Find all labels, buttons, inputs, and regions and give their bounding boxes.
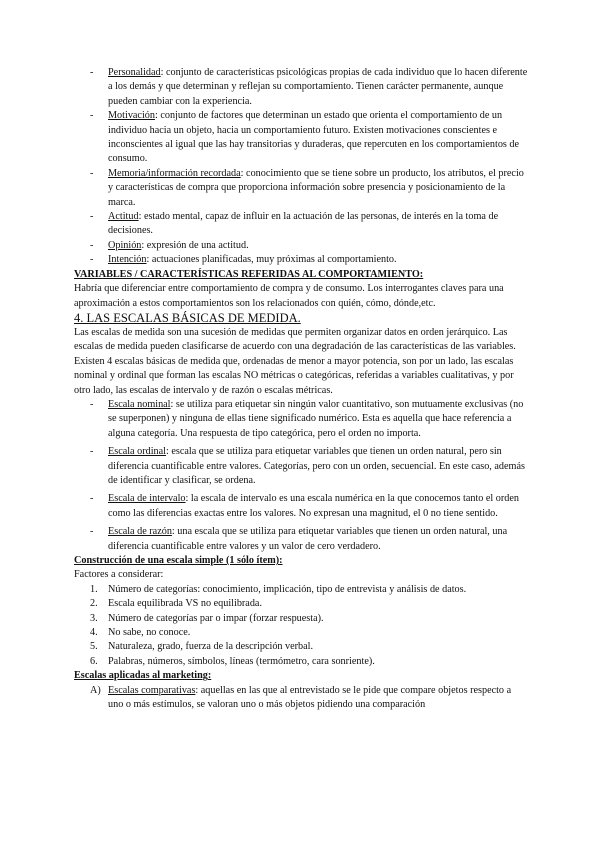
item-text: Naturaleza, grado, fuerza de la descripción verbal. bbox=[108, 641, 314, 653]
list-item bbox=[74, 167, 528, 210]
list-item bbox=[74, 583, 528, 597]
list-item bbox=[74, 684, 528, 713]
document-page bbox=[74, 66, 528, 712]
marketing-scales-list bbox=[74, 684, 528, 713]
term: Intención bbox=[108, 254, 147, 266]
list-item bbox=[74, 492, 528, 521]
term: Escala ordinal bbox=[108, 446, 166, 458]
term: Escala de razón bbox=[108, 526, 172, 538]
list-item bbox=[74, 109, 528, 167]
item-letter: A) bbox=[90, 684, 101, 696]
definition: : conjunto de factores que determinan un estado que orienta el comportamiento de un individuo hacia un objeto, hacia un comportamiento futuro. Existen motivaciones conscientes e inconscientes al igual que las hay transitorias y duraderas, que repercuten en los comportamientos de consumo. bbox=[108, 110, 520, 165]
term: Personalidad bbox=[108, 67, 161, 78]
behavior-factors-list bbox=[74, 66, 528, 268]
definition: : conocimiento que se tiene sobre un producto, los atributos, el precio y características de compra que proporciona información sobre presencia y posicionamiento de la marca. bbox=[108, 167, 524, 208]
definition: : una escala que se utiliza para etiquetar variables que tienen un orden natural, una diferencia cuantificable entre valores y un valor de cero verdadero. bbox=[108, 526, 508, 552]
section-4-paragraph-2: Existen 4 escalas básicas de medida que, ordenadas de menor a mayor potencia, son por un lado, las escalas nominal y ordinal que forman las escalas NO métricas o categóricas, referidas a variables cualitativas, y por otro lado, las escalas de intervalo y de razón o escalas métricas. bbox=[74, 355, 514, 396]
construccion-heading: Construcción de una escala simple (1 sólo ítem): bbox=[74, 555, 283, 566]
term: Escalas comparativas bbox=[108, 684, 196, 696]
item-text: Palabras, números, símbolos, líneas (termómetro, cara sonriente). bbox=[108, 655, 375, 667]
item-text: Escala equilibrada VS no equilibrada. bbox=[108, 598, 262, 610]
list-item bbox=[74, 210, 528, 239]
item-text: No sabe, no conoce. bbox=[108, 627, 191, 639]
definition: : se utiliza para etiquetar sin ningún valor cuantitativo, son mutuamente exclusivas (no se superponen) y ninguna de ellas tiene significado numérico. Esta es aquella que hace referencia a alguna categoría. Una respuesta de tipo categórica, pero el orden no importa. bbox=[108, 398, 524, 439]
list-item bbox=[74, 612, 528, 626]
list-item bbox=[74, 525, 528, 554]
marketing-heading: Escalas aplicadas al marketing: bbox=[74, 670, 212, 682]
item-text: Número de categorías: conocimiento, implicación, tipo de entrevista y análisis de datos. bbox=[108, 583, 467, 595]
list-item bbox=[74, 626, 528, 640]
definition: : aquellas en las que al entrevistado se le pide que compare objetos respecto a uno o más estímulos, se valoran uno o más objetos pidiendo una comparación bbox=[108, 684, 512, 711]
scales-list bbox=[74, 398, 528, 554]
list-item bbox=[74, 66, 528, 109]
item-number: 3. bbox=[90, 612, 98, 624]
term: Motivación bbox=[108, 110, 155, 122]
item-number: 6. bbox=[90, 655, 98, 667]
term: Actitud bbox=[108, 211, 139, 223]
list-item bbox=[74, 253, 528, 267]
list-item bbox=[74, 445, 528, 488]
variables-paragraph: Habría que diferenciar entre comportamiento de compra y de consumo. Los interrogantes claves para una aproximación a estos comportamientos son los relacionados con quién, cómo, dónde,etc. bbox=[74, 283, 504, 309]
factores-label: Factores a considerar: bbox=[74, 569, 164, 581]
list-item bbox=[74, 640, 528, 654]
definition: : escala que se utiliza para etiquetar variables que tienen un orden natural, pero sin diferencia cuantificable entre valores. Categorías, pero con un orden, secuencial. En este caso, además de identificar y clasificar, se ordena. bbox=[108, 446, 525, 486]
list-item bbox=[74, 239, 528, 253]
section-4-heading: 4. LAS ESCALAS BÁSICAS DE MEDIDA. bbox=[74, 310, 301, 325]
list-item bbox=[74, 398, 528, 441]
item-number: 4. bbox=[90, 627, 98, 639]
term: Memoria/información recordada bbox=[108, 167, 241, 179]
factors-list bbox=[74, 583, 528, 669]
term: Escala nominal bbox=[108, 398, 171, 410]
item-number: 2. bbox=[90, 598, 98, 610]
list-item bbox=[74, 655, 528, 669]
definition: : la escala de intervalo es una escala numérica en la que conocemos tanto el orden como las diferencias exactas entre los valores. No expresan una magnitud, el 0 no tiene sentido. bbox=[108, 493, 520, 519]
definition: : conjunto de características psicológicas propias de cada individuo que lo hacen diferente a los demás y que determinan y reflejan su comportamiento. Tienen carácter permanente, aunque pueden cambiar con la experiencia. bbox=[108, 67, 528, 107]
definition: : expresión de una actitud. bbox=[141, 239, 249, 251]
item-number: 1. bbox=[90, 583, 98, 595]
term: Opinión bbox=[108, 239, 142, 251]
list-item bbox=[74, 597, 528, 611]
item-text: Número de categorías par o impar (forzar respuesta). bbox=[108, 612, 324, 624]
section-4-paragraph-1: Las escalas de medida son una sucesión de medidas que permiten organizar datos en orden jerárquico. Las escalas de medida pueden clasificarse de acuerdo con una degradación de las características de las variables. bbox=[74, 326, 516, 353]
variables-heading: VARIABLES / CARACTERÍSTICAS REFERIDAS AL COMPORTAMIENTO: bbox=[74, 268, 424, 280]
definition: : actuaciones planificadas, muy próximas al comportamiento. bbox=[146, 254, 397, 266]
definition: : estado mental, capaz de influir en la actuación de las personas, de interés en la toma de decisiones. bbox=[108, 211, 499, 237]
item-number: 5. bbox=[90, 641, 98, 653]
term: Escala de intervalo bbox=[108, 493, 186, 505]
